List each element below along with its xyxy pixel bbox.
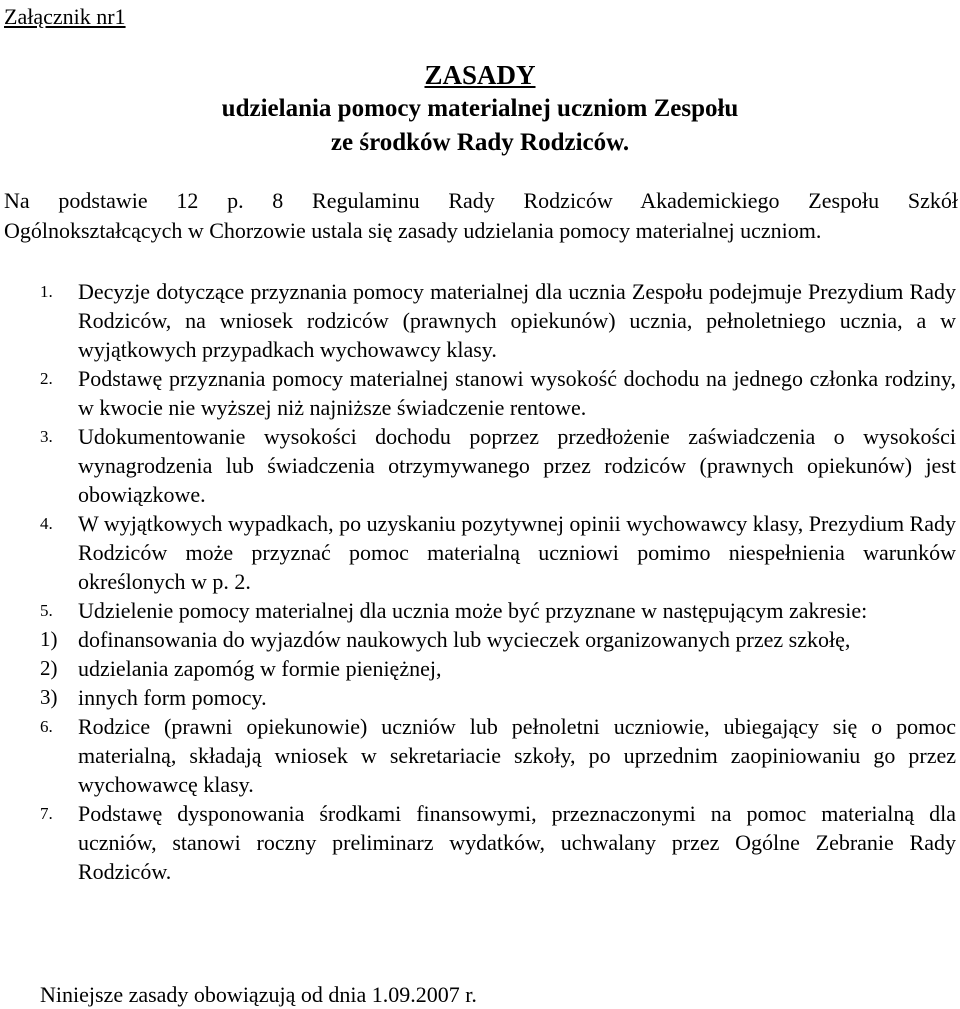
rule-number: 5.: [40, 601, 53, 620]
effective-date-note: Niniejsze zasady obowiązują od dnia 1.09.2007 r.: [40, 982, 477, 1007]
subitem-text: innych form pomocy.: [78, 685, 267, 710]
rule-text: Podstawę dysponowania środkami finansowymi, przeznaczonymi na pomoc materialną dla uczniów, stanowi roczny preliminarz wydatków, uchwalany przez Ogólne Zebranie Rady Rodziców.: [78, 801, 956, 884]
rule-text: Decyzje dotyczące przyznania pomocy materialnej dla ucznia Zespołu podejmuje Prezydium Rady Rodziców, na wniosek rodziców (prawnych opiekunów) ucznia, pełnoletniego ucznia, a w wyjątkowych przypadkach wychowawcy klasy.: [78, 279, 956, 362]
title-main: ZASADY: [424, 60, 536, 90]
rule-number: 6.: [40, 717, 53, 736]
rule-text: Udzielenie pomocy materialnej dla ucznia może być przyznane w następującym zakresie:: [78, 598, 868, 623]
subitem-text: dofinansowania do wyjazdów naukowych lub wycieczek organizowanych przez szkołę,: [78, 627, 851, 652]
title-line-2: udzielania pomocy materialnej uczniom Zespołu: [221, 95, 739, 122]
rule-item-3: [0, 422, 960, 509]
rule-number: 7.: [40, 804, 53, 823]
subitem-2: [0, 654, 960, 683]
rule-item-6: [0, 712, 960, 799]
subitem-1: [0, 625, 960, 654]
rule-item-1: [0, 277, 960, 364]
rule-number: 1.: [40, 282, 53, 301]
rule-item-7: [0, 799, 960, 886]
document-title: [0, 58, 960, 160]
subitem-3: [0, 683, 960, 712]
rule-text: Podstawę przyznania pomocy materialnej stanowi wysokość dochodu na jednego członka rodziny, w kwocie nie wyższej niż najniższe świadczenie rentowe.: [78, 366, 956, 420]
rule-number: 3.: [40, 427, 53, 446]
rules-list: [0, 277, 960, 886]
rule-item-5: [0, 596, 960, 625]
rule-number: 2.: [40, 369, 53, 388]
rule-item-4: [0, 509, 960, 596]
subitem-number: 1): [40, 627, 58, 651]
subitem-number: 2): [40, 656, 58, 680]
rule-text: Udokumentowanie wysokości dochodu poprzez przedłożenie zaświadczenia o wysokości wynagrodzenia lub świadczenia otrzymywanego przez rodziców (prawnych opiekunów) jest obowiązkowe.: [78, 424, 956, 507]
rule-item-2: [0, 364, 960, 422]
rule-text: Rodzice (prawni opiekunowie) uczniów lub pełnoletni uczniowie, ubiegający się o pomoc materialną, składają wniosek w sekretariacie szkoły, po uprzednim zaopiniowaniu go przez wychowawcę klasy.: [78, 714, 956, 797]
intro-line-2: Ogólnokształcących w Chorzowie ustala się zasady udzielania pomocy materialnej uczniom.: [4, 218, 822, 243]
rule-text: W wyjątkowych wypadkach, po uzyskaniu pozytywnej opinii wychowawcy klasy, Prezydium Rady Rodziców może przyznać pomoc materialną uczniowi pomimo niespełnienia warunków określonych w p. 2.: [78, 511, 956, 594]
title-line-3: ze środków Rady Rodziców.: [330, 129, 630, 156]
subitem-text: udzielania zapomóg w formie pieniężnej,: [78, 656, 442, 681]
subitem-number: 3): [40, 685, 58, 709]
intro-line-1: Na podstawie 12 p. 8 Regulaminu Rady Rodziców Akademickiego Zespołu Szkół: [4, 188, 958, 213]
rule-number: 4.: [40, 514, 53, 533]
intro-paragraph: [4, 186, 958, 246]
annex-label: Załącznik nr1: [4, 4, 126, 29]
